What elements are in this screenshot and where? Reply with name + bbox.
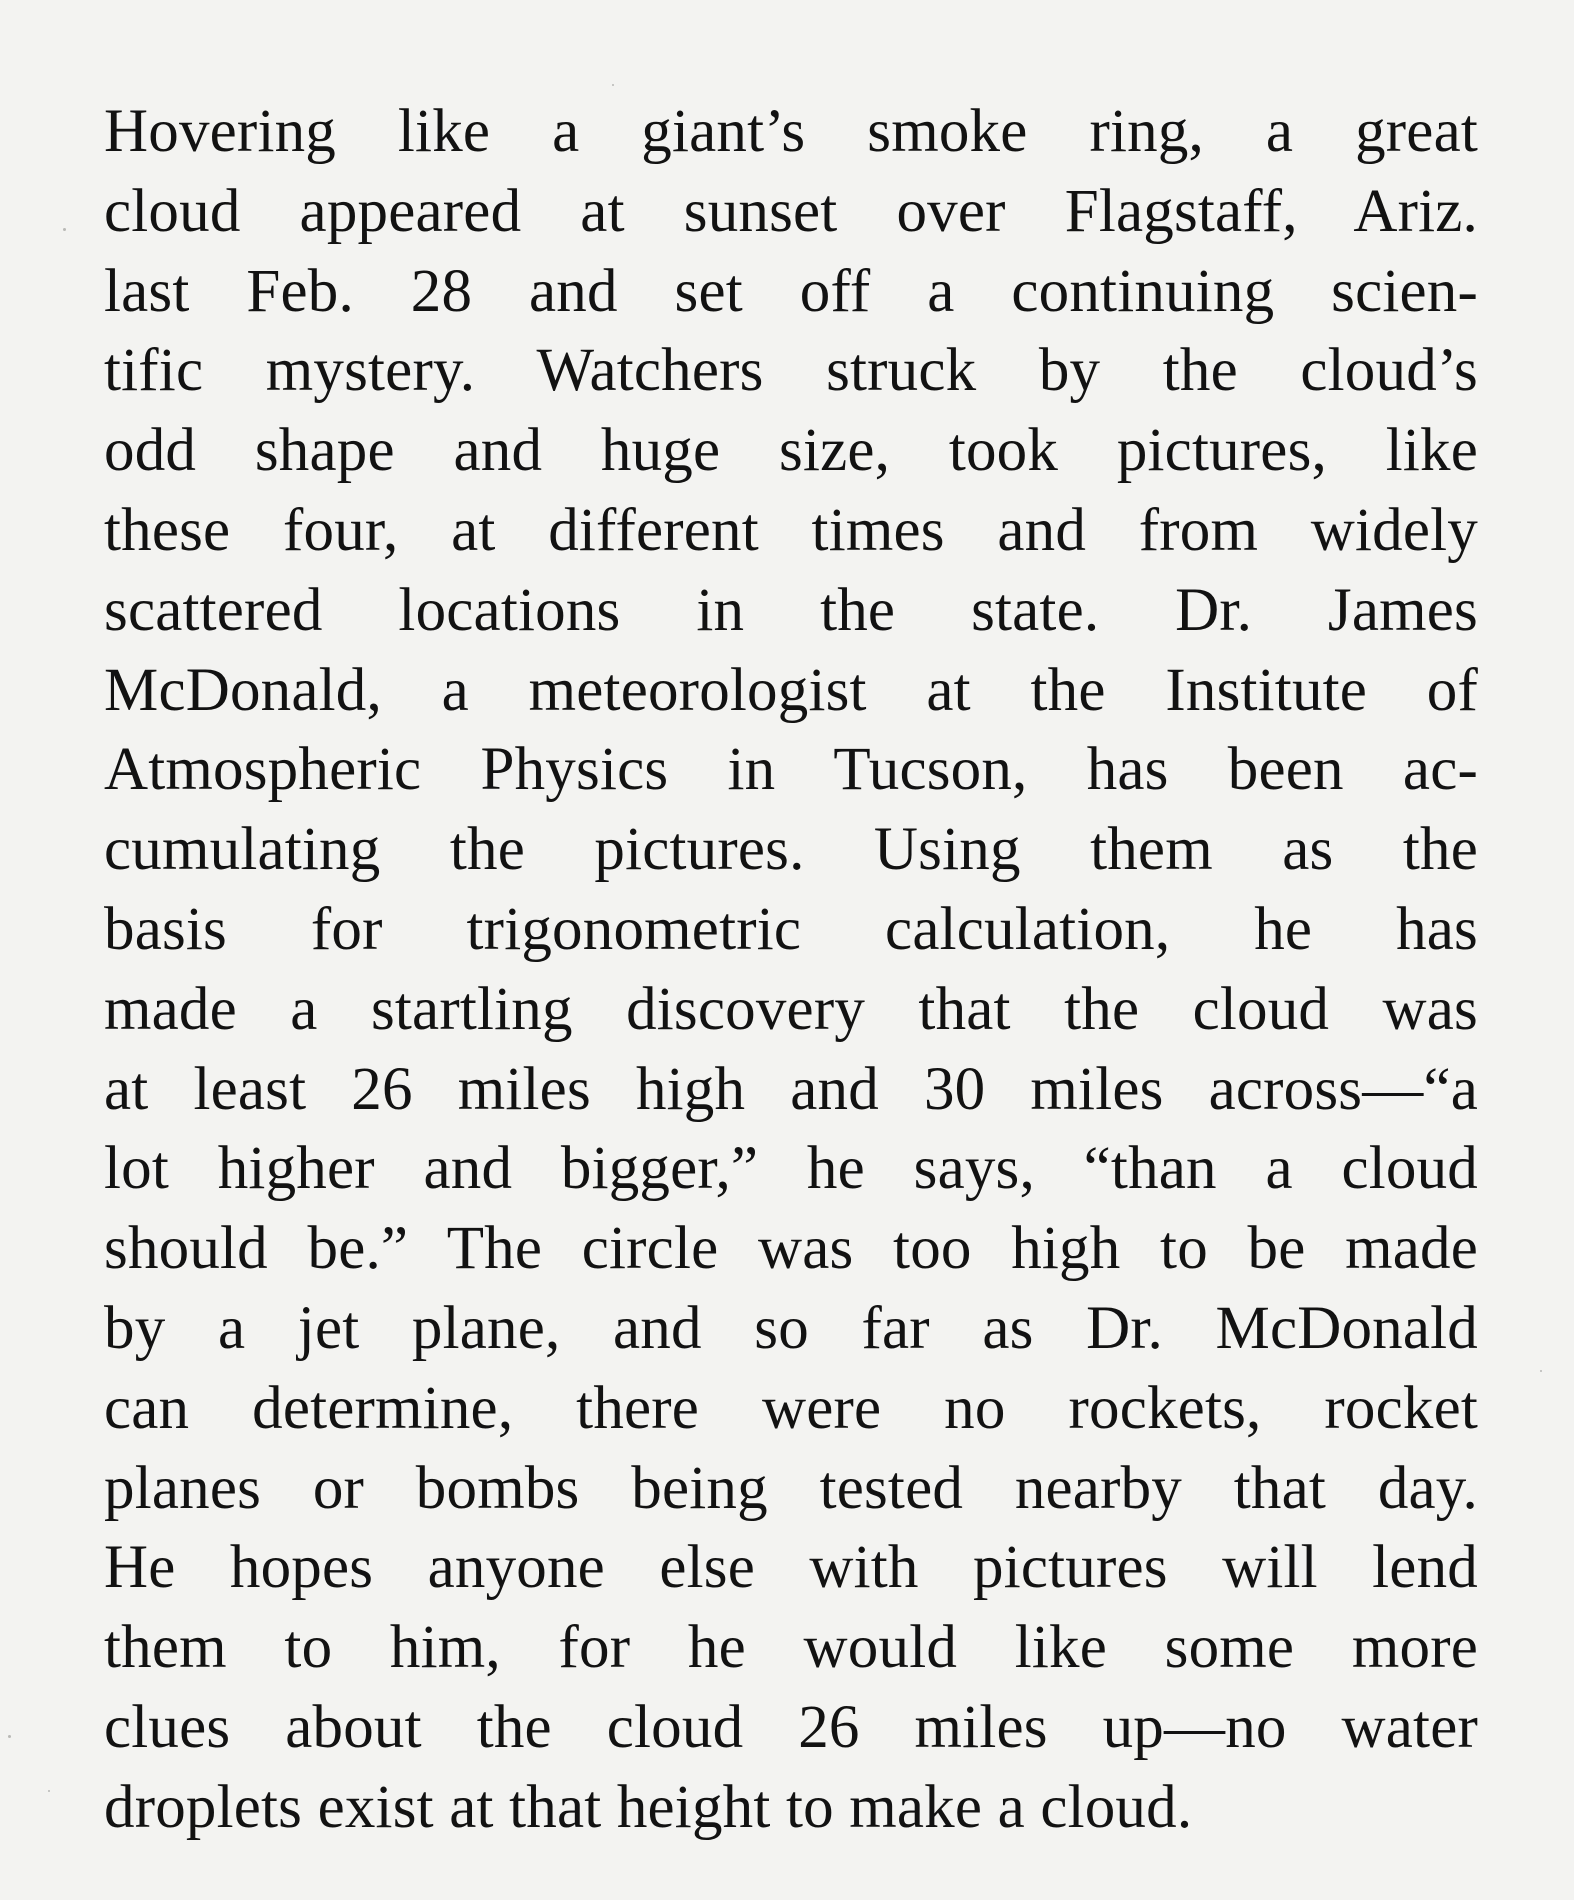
article-line: McDonald, a meteorologist at the Institute of bbox=[104, 656, 1478, 724]
article-line: these four, at different times and from widely bbox=[104, 496, 1478, 564]
article-line: cloud appeared at sunset over Flagstaff, Ariz. bbox=[104, 177, 1478, 245]
article-line: can determine, there were no rockets, rocket bbox=[104, 1374, 1478, 1442]
paper-speck bbox=[1540, 1370, 1542, 1372]
article-body bbox=[104, 92, 1478, 1848]
article-line: scattered locations in the state. Dr. James bbox=[104, 576, 1478, 644]
article-line: them to him, for he would like some more bbox=[104, 1614, 1478, 1682]
article-line: cumulating the pictures. Using them as the bbox=[104, 816, 1478, 884]
article-line: tific mystery. Watchers struck by the cloud’s bbox=[104, 337, 1478, 405]
article-line: basis for trigonometric calculation, he has bbox=[104, 895, 1478, 963]
article-line: clues about the cloud 26 miles up—no water bbox=[104, 1693, 1478, 1761]
article-line: lot higher and bigger,” he says, “than a cloud bbox=[104, 1135, 1478, 1203]
article-line: by a jet plane, and so far as Dr. McDonald bbox=[104, 1294, 1478, 1362]
paper-speck bbox=[48, 1790, 50, 1792]
article-line: should be.” The circle was too high to be made bbox=[104, 1215, 1478, 1283]
article-line: last Feb. 28 and set off a continuing scien- bbox=[104, 257, 1478, 325]
article-line: He hopes anyone else with pictures will lend bbox=[104, 1534, 1478, 1602]
article-line: Atmospheric Physics in Tucson, has been ac- bbox=[104, 736, 1478, 804]
article-line: made a startling discovery that the cloud was bbox=[104, 975, 1478, 1043]
article-line: Hovering like a giant’s smoke ring, a great bbox=[104, 98, 1478, 165]
paper-speck bbox=[612, 84, 614, 86]
article-line: odd shape and huge size, took pictures, like bbox=[104, 417, 1478, 485]
article-line: planes or bombs being tested nearby that day. bbox=[104, 1454, 1478, 1522]
paper-speck bbox=[8, 1735, 11, 1738]
paper-speck bbox=[63, 228, 66, 231]
article-line: droplets exist at that height to make a cloud. bbox=[104, 1773, 1193, 1841]
article-line: at least 26 miles high and 30 miles across—“a bbox=[104, 1055, 1478, 1123]
